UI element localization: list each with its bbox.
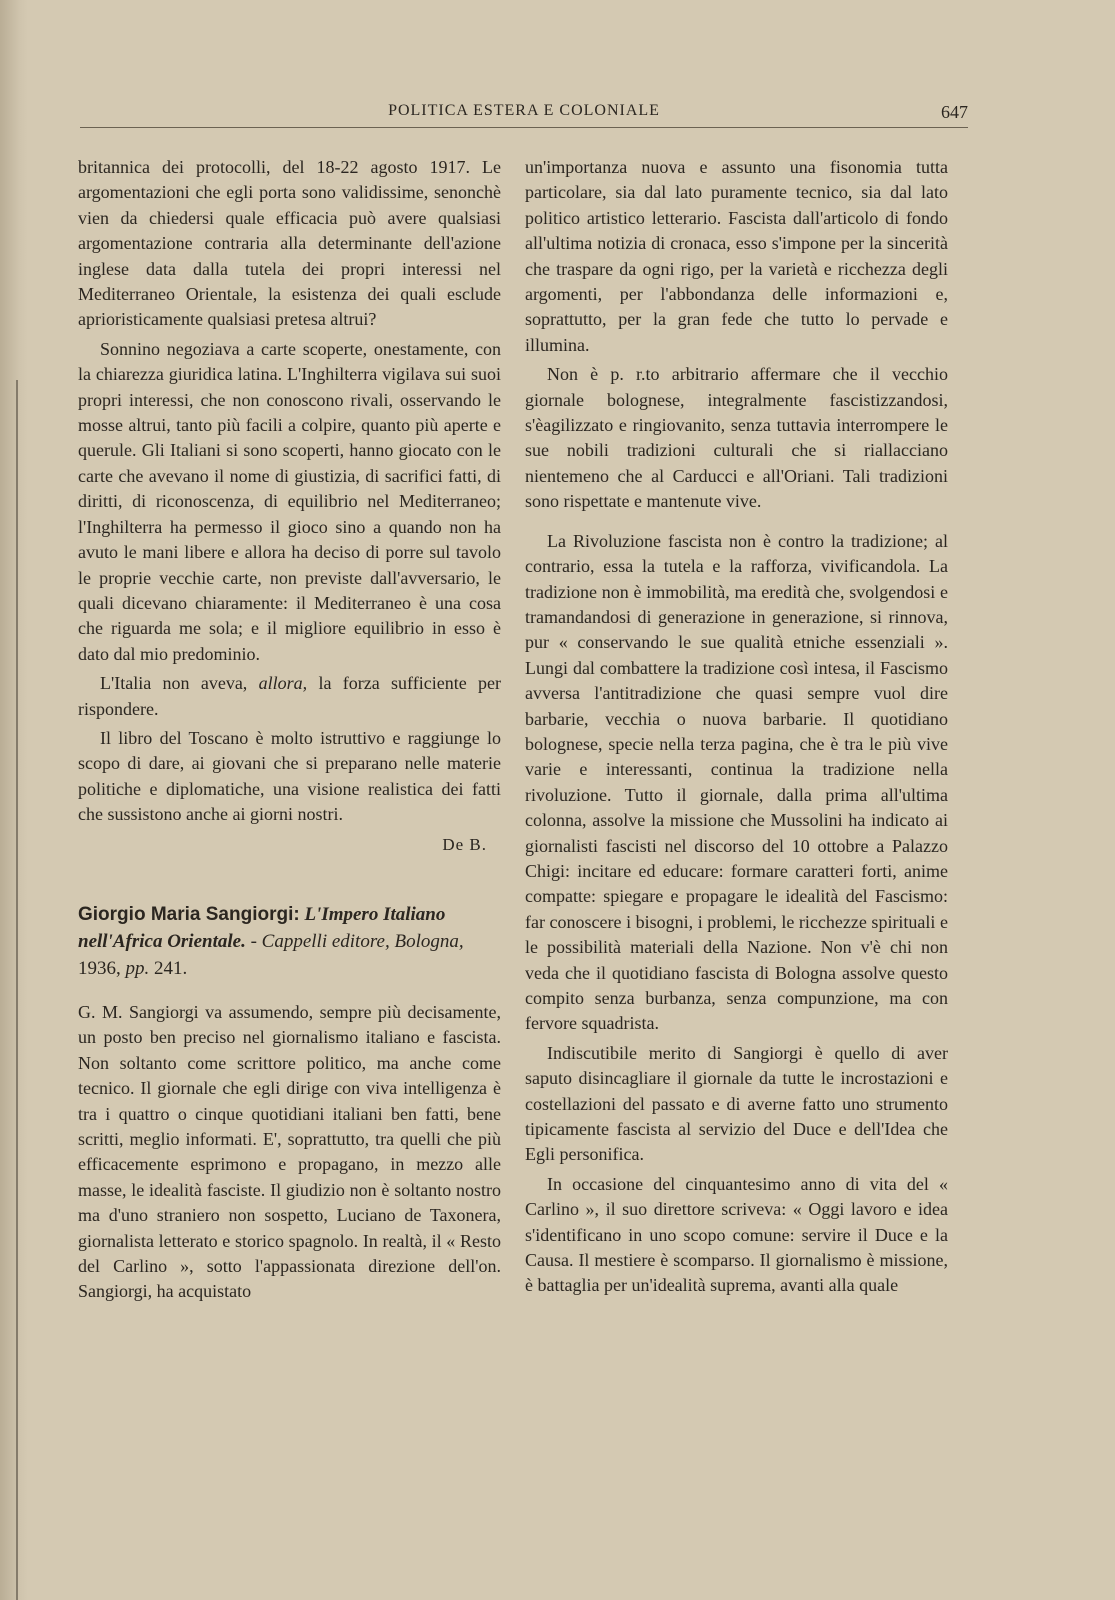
review-publisher: Cappelli editore, Bologna, [261, 930, 464, 952]
reviewer-signature: De B. [442, 834, 487, 854]
paragraph: un'importanza nuova e assunto una fisonomia tutta particolare, sia dal lato puramente tecnico, sia dal lato politico artistico letterario. Fascista dall'articolo di fondo all'ultima notizia di cronaca, esso s'impone per la sincerità che traspare da ogni rigo, per la varietà e ricchezza degli argomenti, per l'abbondanza delle informazioni e, soprattutto, per la gran fede che tutto lo pervade e illumina. [525, 157, 948, 355]
running-header [80, 100, 968, 128]
paragraph [78, 671, 501, 722]
review-heading [78, 901, 501, 982]
review-separator: - [245, 930, 262, 952]
text-run: la forza sufficiente per rispondere. [78, 673, 501, 719]
review-book-title: L'Impero Italiano nell'Africa Orientale. [78, 903, 446, 952]
paragraph: Non è p. r.to arbitrario affermare che il vecchio giornale bolognese, integralmente fascistizzandosi, s'èagilizzato e ringiovanito, senza tuttavia interrompere le sue nobili tradizioni culturali che si riallacciano nientemeno che al Carducci e all'Oriani. Tali tradizioni sono rispettate e mantenute vive. [525, 364, 948, 512]
paragraph: G. M. Sangiorgi va assumendo, sempre più decisamente, un posto ben preciso nel giornalismo italiano e fascista. Non soltanto come scrittore politico, ma anche come tecnico. Il giornale che egli dirige con viva intelligenza è tra i quattro o cinque quotidiani italiani ben fatti, bene scritti, meglio informati. E', soprattutto, tra quelli che più efficacemente esprimono e propagano, in mezzo alle masse, le idealità fasciste. Il giudizio non è soltanto nostro ma d'uno straniero non sospetto, Luciano de Taxonera, giornalista letterato e storico spagnolo. In realtà, il « Resto del Carlino », sotto l'appassionata direzione dell'on. Sangiorgi, ha acquistato [78, 1001, 501, 1302]
left-column [78, 155, 501, 1309]
page-spine-shadow [0, 0, 28, 1600]
paragraph: La Rivoluzione fascista non è contro la tradizione; al contrario, essa la tutela e la rafforza, vivificandola. La tradizione non è immobilità, ma eredità che, svolgendosi e tramandandosi di generazione in generazione, si rinnova, pur « conservando le sue qualità etniche essenziali ». Lungi dal combattere la tradizione così intesa, il Fascismo avversa l'antitradizione che quasi sempre vuol dire barbarie, vecchia o nuova barbarie. Il quotidiano bolognese, specie nella terza pagina, che è tra le più vive varie e interessanti, continua la tradizione nella rivoluzione. Tutto il giornale, dalla prima all'ultima colonna, assolve la missione che Mussolini ha indicato ai giornalisti fascisti nel discorso del 10 ottobre a Palazzo Chigi: incitare ed educare: formare caratteri forti, anime compatte: spiegare e propagare le idealità del Fascismo: far conoscere i bisogni, i problemi, le ricchezze spirituali e le possibilità materiali della Nazione. Non v'è chi non veda che il quotidiano fascista di Bologna assolve questo compito senza burbanza, senza compunzione, ma con fervore squadrista. [525, 530, 948, 1034]
paragraph: Sonnino negoziava a carte scoperte, onestamente, con la chiarezza giuridica latina. L'Inghilterra vigilava sui suoi propri interessi, che non conoscono rivali, osservando le mosse altrui, tanto più facili a colpire, quanto più aperte e querule. Gli Italiani si sono scoperti, hanno giocato con le carte che avevano il nome di giustizia, di sacrifici fatti, di diritti, di riconoscenza, di equilibrio nel Mediterraneo; l'Inghilterra ha permesso il gioco sino a quando non ha avuto le mani libere e allora ha deciso di porre sul tavolo le proprie vecchie carte, non previste dall'avversario, le quali dicevano chiaramente: il Mediterraneo è una cosa che riguarda me sola; e il migliore equilibrio in esso è dato dal mio predominio. [78, 338, 501, 664]
italic-text: allora, [258, 673, 308, 694]
running-title: POLITICA ESTERA E COLONIALE [388, 102, 660, 119]
review-pp: pp. [125, 957, 150, 979]
header-rule [80, 127, 968, 128]
paragraph: Indiscutibile merito di Sangiorgi è quello di aver saputo disincagliare il giornale da tutte le incrostazioni e costellazioni del passato e di averne fatto uno strumento tipicamente fascista al servizio del Duce e dell'Idea che Egli personifica. [525, 1042, 948, 1165]
paragraph: In occasione del cinquantesimo anno di vita del « Carlino », il suo direttore scriveva: « Oggi lavoro e idea s'identificano in uno scopo comune: servire il Duce e la Causa. Il mestiere è scomparso. Il giornalismo è missione, è battaglia per un'idealità suprema, avanti alla quale [525, 1173, 948, 1296]
right-column [525, 155, 948, 1303]
paragraph: britannica dei protocolli, del 18-22 agosto 1917. Le argomentazioni che egli porta sono validissime, senonchè vien da chiedersi quale efficacia può avere qualsiasi argomentazione contraria alla determinante dell'azione inglese data dalla tutela dei propri interessi nel Mediterraneo Orientale, la esistenza dei quali esclude aprioristicamente qualsiasi pretesa altrui? [78, 157, 501, 330]
review-pages: 241. [149, 957, 188, 979]
review-year: 1936, [78, 957, 126, 979]
paragraph: Il libro del Toscano è molto istruttivo e raggiunge lo scopo di dare, ai giovani che si preparano nelle materie politiche e diplomatiche, una visione realistica dei fatti che sussistono anche ai giorni nostri. [78, 727, 501, 825]
text-run: L'Italia non aveva, [100, 673, 259, 694]
binding-edge-line [16, 380, 18, 1600]
review-author: Giorgio Maria Sangiorgi: [78, 903, 300, 925]
page-number: 647 [941, 102, 968, 122]
